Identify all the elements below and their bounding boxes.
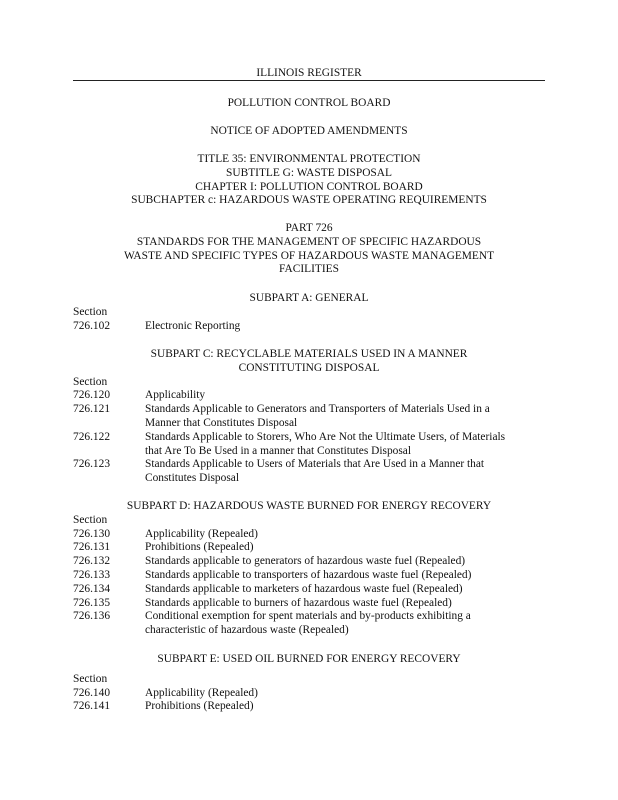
- section-label: Section: [73, 672, 108, 685]
- section-label: Section: [73, 375, 108, 388]
- section-number: 726.140: [73, 686, 111, 699]
- toc-row: [73, 528, 545, 542]
- toc-row: [73, 597, 545, 611]
- section-number: 726.120: [73, 389, 111, 402]
- title-line: TITLE 35: ENVIRONMENTAL PROTECTION: [197, 153, 421, 165]
- part-heading-line: WASTE AND SPECIFIC TYPES OF HAZARDOUS WASTE MANAGEMENT: [123, 249, 495, 262]
- section-number: 726.131: [73, 541, 111, 554]
- section-number: 726.133: [73, 568, 111, 581]
- part-number: PART 726: [285, 222, 333, 234]
- title-line: CHAPTER I: POLLUTION CONTROL BOARD: [195, 180, 423, 193]
- part-heading-line: FACILITIES: [279, 263, 339, 276]
- section-title-line: Constitutes Disposal: [145, 472, 239, 485]
- section-title-line: Standards Applicable to Generators and Transporters of Materials Used in a: [145, 403, 490, 416]
- toc-row: [73, 389, 545, 403]
- section-number: 726.121: [73, 403, 111, 416]
- subpart-a: [73, 292, 545, 333]
- notice-title: NOTICE OF ADOPTED AMENDMENTS: [210, 125, 408, 137]
- toc-row: [73, 320, 545, 334]
- toc-row: [73, 431, 545, 459]
- section-title: Prohibitions (Repealed): [145, 541, 254, 554]
- section-title-line: characteristic of hazardous waste (Repealed): [145, 624, 349, 637]
- section-title: [145, 403, 543, 431]
- section-title: [145, 458, 543, 486]
- section-title-line: Standards Applicable to Storers, Who Are Not the Ultimate Users, of Materials: [145, 430, 506, 443]
- toc-row: [73, 458, 545, 486]
- toc-row: [73, 610, 545, 638]
- section-title: Applicability: [145, 389, 206, 402]
- toc-row: [73, 541, 545, 555]
- section-number: 726.123: [73, 458, 111, 471]
- section-title-line: Standards Applicable to Users of Materials that Are Used in a Manner that: [145, 458, 485, 471]
- section-title: [145, 610, 543, 638]
- section-number: 726.122: [73, 430, 111, 443]
- subpart-heading: SUBPART E: USED OIL BURNED FOR ENERGY RECOVERY: [157, 653, 461, 665]
- toc-row: [73, 583, 545, 597]
- subpart-e: [73, 653, 545, 714]
- board-name: POLLUTION CONTROL BOARD: [227, 97, 391, 109]
- section-title: Standards applicable to transporters of hazardous waste fuel (Repealed): [145, 568, 472, 581]
- title-line: SUBCHAPTER c: HAZARDOUS WASTE OPERATING REQUIREMENTS: [131, 194, 487, 207]
- title-line: SUBTITLE G: WASTE DISPOSAL: [226, 166, 392, 179]
- section-label: Section: [73, 513, 108, 526]
- section-number: 726.141: [73, 700, 111, 713]
- section-title: Electronic Reporting: [145, 319, 241, 332]
- toc-row: [73, 403, 545, 431]
- section-title: Prohibitions (Repealed): [145, 700, 254, 713]
- section-number: 726.102: [73, 319, 111, 332]
- section-number: 726.136: [73, 610, 111, 623]
- subpart-heading: SUBPART A: GENERAL: [249, 292, 369, 304]
- section-title-line: that Are To Be Used in a manner that Constitutes Disposal: [145, 444, 411, 457]
- part-heading-line: STANDARDS FOR THE MANAGEMENT OF SPECIFIC HAZARDOUS: [136, 235, 482, 248]
- section-title: [145, 431, 543, 459]
- subpart-c: [73, 348, 545, 486]
- section-title-line: Manner that Constitutes Disposal: [145, 416, 298, 429]
- section-label: Section: [73, 305, 108, 318]
- section-title-line: Conditional exemption for spent materials and by-products exhibiting a: [145, 610, 471, 623]
- title-block: [73, 153, 545, 208]
- section-number: 726.134: [73, 582, 111, 595]
- toc-row: [73, 569, 545, 583]
- subpart-heading: SUBPART D: HAZARDOUS WASTE BURNED FOR ENERGY RECOVERY: [126, 500, 492, 512]
- section-title: Applicability (Repealed): [145, 527, 258, 540]
- section-number: 726.130: [73, 527, 111, 540]
- header-rule: [73, 80, 545, 81]
- toc-row: [73, 700, 545, 714]
- section-title: Standards applicable to marketers of hazardous waste fuel (Repealed): [145, 582, 463, 595]
- section-title: Standards applicable to burners of hazardous waste fuel (Repealed): [145, 596, 452, 609]
- section-number: 726.132: [73, 555, 111, 568]
- subpart-heading: SUBPART C: RECYCLABLE MATERIALS USED IN A MANNER: [150, 348, 468, 360]
- subpart-heading: CONSTITUTING DISPOSAL: [238, 361, 380, 374]
- register-header: ILLINOIS REGISTER: [256, 67, 362, 79]
- toc-row: [73, 555, 545, 569]
- section-title: Applicability (Repealed): [145, 686, 258, 699]
- section-title: Standards applicable to generators of hazardous waste fuel (Repealed): [145, 555, 466, 568]
- toc-row: [73, 687, 545, 701]
- part-block: [73, 222, 545, 277]
- section-number: 726.135: [73, 596, 111, 609]
- subpart-d: [73, 500, 545, 638]
